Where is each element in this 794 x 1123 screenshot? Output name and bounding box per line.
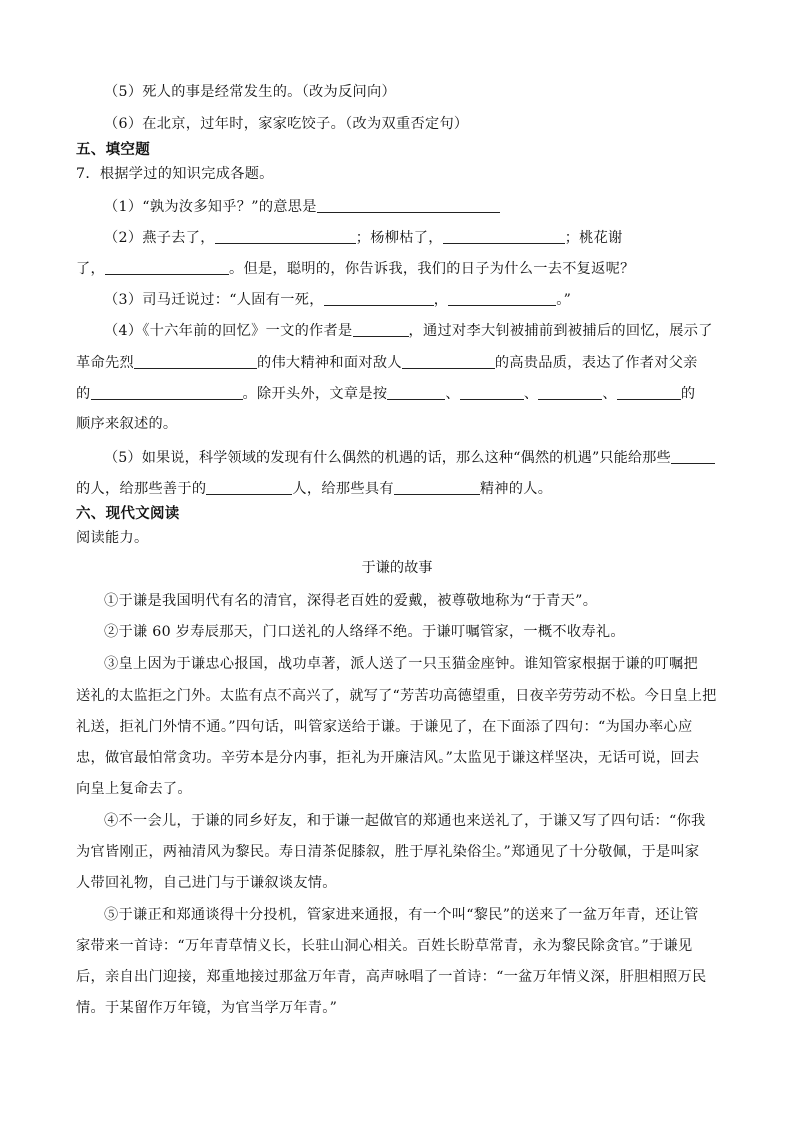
question-7-4-line-2 (76, 353, 698, 373)
paragraph-3-line-1: ③皇上因为于谦忠心报国，战功卓著，派人送了一只玉猫金座钟。谁知管家根据于谦的叮嘱把 (104, 656, 698, 672)
question-7-3-text-c: 。” (556, 292, 572, 308)
blank-7-2-c[interactable] (105, 259, 229, 275)
blank-7-5-c[interactable] (394, 479, 480, 495)
paragraph-5-line-3: 后，亲自出门迎接，郑重地接过那盆万年青，高声咏唱了一首诗：“一盆万年情义深，肝胆相照万民 (76, 969, 707, 985)
paragraph-5-line-4: 情。于某留作万年镜，为官当学万年青。” (76, 1000, 338, 1016)
blank-7-3-a[interactable] (324, 290, 434, 306)
question-7-5-text-a: （5）如果说，科学领域的发现有什么偶然的机遇的话，那么这种“偶然的机遇”只能给那些 (104, 450, 671, 466)
question-7-2-text-e: 。但是，聪明的，你告诉我，我们的日子为什么一去不复返呢？ (228, 261, 635, 277)
question-7-2-line-1 (104, 228, 623, 248)
section-6-heading: 六、现代文阅读 (76, 506, 180, 522)
question-7-3-text-b: ， (433, 292, 449, 308)
blank-7-1[interactable] (317, 197, 500, 213)
reading-intro: 阅读能力。 (76, 530, 149, 546)
question-7-2-text-d: 了， (76, 261, 105, 277)
paragraph-5-line-1: ⑤于谦正和郑通谈得十分投机，管家进来通报，有一个叫“黎民”的送来了一盆万年青，还让管 (104, 907, 699, 923)
paragraph-3-line-3: 礼送，拒礼门外情不通。”四句话，叫管家送给于谦。于谦见了，在下面添了四句：“为国办率心应 (76, 719, 693, 735)
question-7-5-text-b: 的人，给那些善于的 (76, 481, 207, 497)
paragraph-3-line-4: 忠，做官最怕常贪功。辛劳本是分内事，拒礼为开廉洁风。”太监见于谦这样坚决，无话可说，回去 (76, 750, 700, 766)
blank-7-4-order-3[interactable] (538, 384, 602, 400)
blank-7-4-spirit[interactable] (134, 353, 257, 369)
question-7-4-text-g: 。除开头外，文章是按 (242, 386, 388, 402)
paragraph-1: ①于谦是我国明代有名的清官，深得老百姓的爱戴，被尊敬地称为“于青天”。 (104, 593, 598, 609)
blank-7-4-order-1[interactable] (387, 384, 445, 400)
question-7-4-text-h: 、 (445, 386, 460, 402)
question-7-3 (104, 290, 571, 310)
question-7-4-text-f: 的 (76, 386, 91, 402)
blank-7-3-b[interactable] (448, 290, 556, 306)
question-7-2-text-b: ；杨柳枯了， (355, 230, 443, 246)
paragraph-2: ②于谦 60 岁寿辰那天，门口送礼的人络绎不绝。于谦叮嘱管家，一概不收寿礼。 (104, 624, 625, 640)
blank-7-4-quality[interactable] (402, 353, 495, 369)
paragraph-4-line-2: 为官皆刚正，两袖清风为黎民。寿日清茶促膝叙，胜于厚礼染俗尘。”郑通见了十分敬佩，于是叫家 (76, 844, 700, 860)
question-7-4-text-k: 的 (680, 386, 696, 402)
blank-7-4-order-4[interactable] (617, 384, 681, 400)
question-7-4-text-d: 的伟大精神和面对敌人 (256, 355, 402, 371)
blank-7-5-b[interactable] (206, 479, 292, 495)
question-7-5-text-d: 精神的人。 (479, 481, 553, 497)
question-7-1 (104, 197, 500, 217)
blank-7-4-order-2[interactable] (460, 384, 524, 400)
question-7-4-text-b: ，通过对李大钊被捕前到被捕后的回忆，展示了 (408, 323, 713, 339)
question-7-2-text-c: ；桃花谢 (564, 230, 623, 246)
question-7-4-text-i: 、 (523, 386, 539, 402)
question-7-2-text-a: （2）燕子去了， (104, 230, 215, 246)
question-7-4-text-c: 革命先烈 (76, 355, 134, 371)
question-7-3-text-a: （3）司马迁说过：“人固有一死， (104, 292, 324, 308)
question-7-4-text-a: （4）《十六年前的回忆》一文的作者是 (104, 323, 353, 339)
paragraph-4-line-3: 人带回礼物，自己进门与于谦叙谈友情。 (76, 875, 337, 891)
question-7-4-line-4: 顺序来叙述的。 (76, 416, 178, 432)
question-7-4-line-1 (104, 321, 713, 341)
paragraph-4-line-1: ④不一会儿，于谦的同乡好友，和于谦一起做官的郑通也来送礼了，于谦又写了四句话：“你我 (104, 813, 706, 829)
question-7-2-line-2 (76, 259, 635, 279)
question-7-5-text-c: 人，给那些具有 (292, 481, 394, 497)
paragraph-3-line-2: 送礼的太监拒之门外。太监有点不高兴了，就写了“芳苦功高德望重，日夜辛劳劳动不松。今日皇上把 (76, 688, 717, 704)
blank-7-2-b[interactable] (443, 228, 565, 244)
question-7-5-line-1 (104, 448, 715, 468)
question-7-4-text-e: 的高贵品质，表达了作者对父亲 (494, 355, 698, 371)
blank-7-4-feeling[interactable] (91, 384, 243, 400)
question-5-5: （5）死人的事是经常发生的。（改为反问向） (104, 84, 396, 100)
question-5-6: （6）在北京，过年时，家家吃饺子。（改为双重否定句） (104, 116, 469, 132)
question-7-intro: 7．根据学过的知识完成各题。 (76, 166, 274, 182)
question-7-4-text-j: 、 (602, 386, 617, 402)
blank-7-5-a[interactable] (671, 448, 715, 464)
story-title: 于谦的故事 (361, 560, 433, 576)
question-7-5-line-2 (76, 479, 552, 499)
question-7-4-line-3 (76, 384, 695, 404)
blank-7-2-a[interactable] (215, 228, 356, 244)
question-7-1-text: （1）“孰为汝多知乎？”的意思是 (104, 199, 317, 215)
blank-7-4-author[interactable] (353, 321, 409, 337)
paragraph-3-line-5: 向皇上复命去了。 (76, 781, 192, 797)
paragraph-5-line-2: 家带来一首诗：“万年青草情义长，长驻山洞心相关。百姓长盼草常青，永为黎民除贪官。”于谦见 (76, 938, 693, 954)
section-5-heading: 五、填空题 (76, 142, 150, 158)
